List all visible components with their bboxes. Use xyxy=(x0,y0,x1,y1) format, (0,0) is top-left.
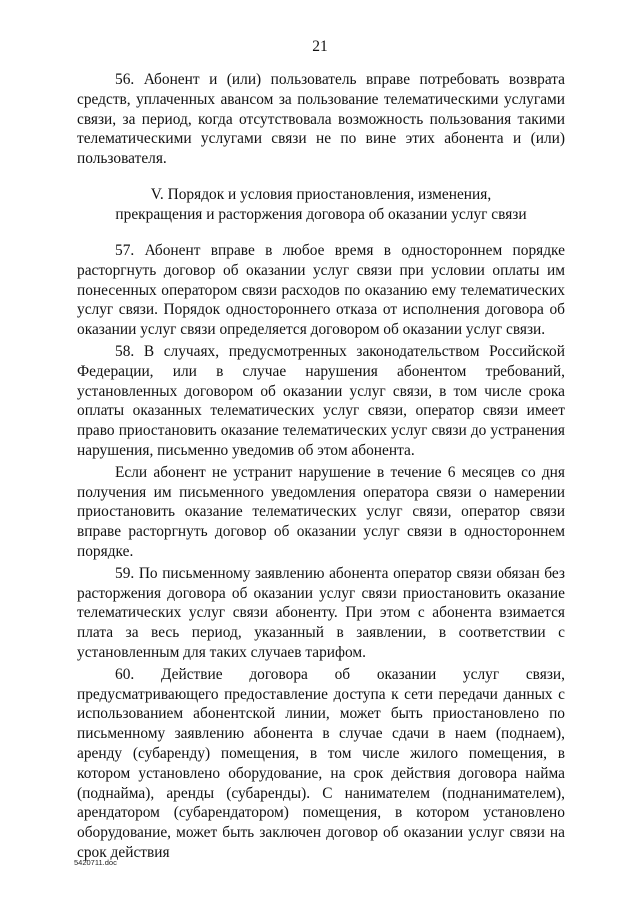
paragraph-57: 57. Абонент вправе в любое время в одностороннем порядке расторгнуть договор об оказании услуг связи при условии оплаты им понесенных оператором связи расходов по оказанию ему телематических услуг связи. Порядок одностороннего отказа от исполнения договора об оказании услуг связи определяется договором об оказании услуг связи. xyxy=(77,241,565,339)
paragraph-58-continued: Если абонент не устранит нарушение в течение 6 месяцев со дня получения им письменного уведомления оператора связи о намерении приостановить оказание телематических услуг связи, оператор связи вправе расторгнуть договор об оказании услуг связи в одностороннем порядке. xyxy=(77,463,565,560)
document-body xyxy=(77,70,565,863)
section-heading-line1: V. Порядок и условия приостановления, изменения, xyxy=(150,185,492,203)
paragraph-60: 60. Действие договора об оказании услуг связи, предусматривающего предоставление доступа к сети передачи данных с использованием абонентской линии, может быть приостановлено по письменному заявлению абонента в случае сдачи в наем (поднаем), аренду (субаренду) помещения, в том числе жилого помещения, в котором установлено оборудование, на срок действия договора найма (поднайма), аренды (субаренды). С нанимателем (поднанимателем), арендатором (субарендатором) помещения, в котором установлено оборудование, может быть заключен договор об оказании услуг связи на срок действия xyxy=(77,665,565,861)
page-number: 21 xyxy=(312,38,328,55)
paragraph-59: 59. По письменному заявлению абонента оператор связи обязан без расторжения договора об оказании услуг связи приостановить оказание телематических услуг связи абоненту. При этом с абонента взимается плата за весь период, указанный в заявлении, в соответствии с установленным для таких случаев тарифом. xyxy=(77,564,565,661)
paragraph-58: 58. В случаях, предусмотренных законодательством Российской Федерации, или в случае нарушения абонентом требований, установленных договором об оказании услуг связи, в том числе срока оплаты оказанных телематических услуг связи, оператор связи имеет право приостановить оказание телематических услуг связи до устранения нарушения, письменно уведомив об этом абонента. xyxy=(77,342,565,459)
section-heading xyxy=(77,185,565,225)
paragraph-56: 56. Абонент и (или) пользователь вправе потребовать возврата средств, уплаченных авансом за пользование телематическими услугами связи, за период, когда отсутствовала возможность пользования такими телематическими услугами связи не по вине этих абонента и (или) пользователя. xyxy=(77,71,565,168)
file-name-footer: 5420711.doc xyxy=(74,858,117,867)
section-heading-line2: прекращения и расторжения договора об оказании услуг связи xyxy=(115,205,527,223)
